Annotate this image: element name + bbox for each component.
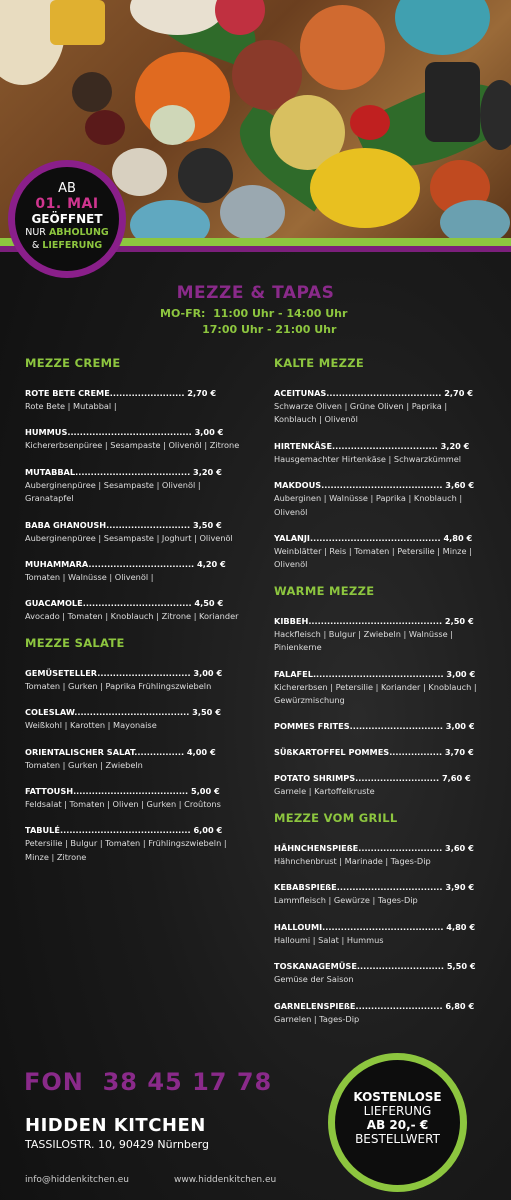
badge-delivery: & LIEFERUNG xyxy=(31,240,103,251)
item-description: Tomaten | Walnüsse | Olivenöl | xyxy=(25,572,154,583)
delivery-line1: KOSTENLOSE xyxy=(353,1090,442,1104)
category-heading: MEZZE VOM GRILL xyxy=(274,810,398,825)
opening-badge xyxy=(8,160,126,278)
menu-item xyxy=(25,557,243,584)
item-name-price: MUTABBAL..................................... 3,20 € xyxy=(25,466,222,477)
badge-line1: AB xyxy=(58,181,76,196)
menu-item xyxy=(25,596,243,623)
menu-item xyxy=(25,745,243,772)
menu-item xyxy=(274,999,492,1026)
menu-item xyxy=(274,880,492,907)
item-name-price: TABULÉ.......................................... 6,00 € xyxy=(25,825,223,836)
menu-item xyxy=(274,478,492,519)
item-name-price: BABA GHANOUSH........................... 3,50 € xyxy=(25,519,222,530)
item-description: Auberginenpüree | Sesampaste | Olivenöl | Granatapfel xyxy=(25,479,201,504)
hours-line2: 17:00 Uhr - 21:00 Uhr xyxy=(160,323,337,336)
item-name-price: ORIENTALISCHER SALAT................ 4,00 € xyxy=(25,746,216,757)
email-link[interactable]: info@hiddenkitchen.eu xyxy=(25,1175,129,1185)
item-name-price: HIRTENKÄSE.................................. 3,20 € xyxy=(274,440,470,451)
website-link[interactable]: www.hiddenkitchen.eu xyxy=(174,1175,277,1185)
menu-item xyxy=(274,719,492,733)
badge-date: 01. MAI xyxy=(35,196,99,212)
phone-number: FON 38 45 17 78 xyxy=(24,1068,273,1096)
menu-item xyxy=(274,745,492,759)
item-description: Gemüse der Saison xyxy=(274,974,354,985)
menu-item xyxy=(25,666,243,693)
item-description: Hausgemachter Hirtenkäse | Schwarzkümmel xyxy=(274,453,462,464)
menu-item xyxy=(25,823,243,864)
item-name-price: POTATO SHRIMPS........................... 7,60 € xyxy=(274,773,471,784)
menu-column-left xyxy=(25,356,243,876)
category-heading: MEZZE SALATE xyxy=(25,635,125,650)
item-name-price: ROTE BETE CREME........................ 2,70 € xyxy=(25,388,217,398)
item-description: Garnele | Kartoffelkruste xyxy=(274,786,375,797)
item-description: Feldsalat | Tomaten | Oliven | Gurken | Croûtons xyxy=(25,799,221,810)
item-name-price: COLESLAW..................................... 3,50 € xyxy=(25,707,221,718)
item-description: Kichererbsen | Petersilie | Koriander | Knoblauch | Gewürzmischung xyxy=(274,681,477,706)
item-description: Rote Bete | Mutabbal | xyxy=(25,401,117,411)
menu-item xyxy=(274,959,492,986)
menu-item xyxy=(274,439,492,466)
item-description: Avocado | Tomaten | Knoblauch | Zitrone | Koriander xyxy=(25,611,239,622)
item-name-price: KIBBEH........................................... 2,50 € xyxy=(274,615,474,626)
menu-item xyxy=(274,771,492,798)
item-description: Auberginenpüree | Sesampaste | Joghurt | Olivenöl xyxy=(25,532,233,543)
menu-item xyxy=(25,705,243,732)
item-description: Tomaten | Gurken | Zwiebeln xyxy=(25,759,143,770)
item-description: Hähnchenbrust | Marinade | Tages-Dip xyxy=(274,855,431,866)
item-name-price: HALLOUMI....................................... 4,80 € xyxy=(274,921,476,932)
item-description: Schwarze Oliven | Grüne Oliven | Paprika | Konblauch | Olivenöl xyxy=(274,401,448,425)
item-name-price: FATTOUSH..................................... 5,00 € xyxy=(25,786,220,797)
item-description: Petersilie | Bulgur | Tomaten | Frühlingszwiebeln | Minze | Zitrone xyxy=(25,838,227,862)
menu-item xyxy=(274,614,492,655)
category-heading: KALTE MEZZE xyxy=(274,356,365,370)
menu-item xyxy=(274,920,492,947)
item-name-price: ACEITUNAS..................................... 2,70 € xyxy=(274,388,473,398)
item-name-price: GEMÜSETELLER.............................. 3,00 € xyxy=(25,667,223,678)
hours-line1: MO-FR: 11:00 Uhr - 14:00 Uhr xyxy=(160,307,348,320)
category-heading: MEZZE CREME xyxy=(25,356,121,370)
item-name-price: HUMMUS........................................ 3,00 € xyxy=(25,427,224,438)
menu-item xyxy=(274,531,492,572)
item-description: Weißkohl | Karotten | Mayonaise xyxy=(25,720,157,731)
menu-item xyxy=(25,784,243,811)
opening-hours xyxy=(160,306,347,338)
item-name-price: MAKDOUS....................................... 3,60 € xyxy=(274,480,475,491)
item-name-price: GARNELENSPIEßE............................ 6,80 € xyxy=(274,1000,475,1011)
menu-item xyxy=(25,425,243,452)
menu-item xyxy=(274,386,492,427)
menu-item xyxy=(274,841,492,868)
item-name-price: YALANJI.......................................... 4,80 € xyxy=(274,533,473,544)
menu-title: MEZZE & TAPAS xyxy=(176,283,335,303)
badge-open: GEÖFFNET xyxy=(31,212,103,226)
address: TASSILOSTR. 10, 90429 Nürnberg xyxy=(25,1138,209,1151)
item-name-price: FALAFEL.......................................... 3,00 € xyxy=(274,668,476,679)
free-delivery-badge xyxy=(328,1053,467,1192)
item-description: Halloumi | Salat | Hummus xyxy=(274,934,384,945)
menu-item xyxy=(25,518,243,545)
delivery-line3: AB 20,- € xyxy=(366,1118,429,1132)
menu-item xyxy=(274,667,492,708)
category-heading: WARME MEZZE xyxy=(274,583,375,598)
delivery-line2: LIEFERUNG xyxy=(363,1104,432,1118)
item-name-price: MUHAMMARA.................................. 4,20 € xyxy=(25,559,226,570)
item-name-price: KEBABSPIEßE.................................. 3,90 € xyxy=(274,882,475,893)
item-description: Tomaten | Gurken | Paprika Frühlingszwiebeln xyxy=(25,680,212,691)
menu-item xyxy=(25,386,243,413)
item-description: Weinblätter | Reis | Tomaten | Petersilie | Minze | Olivenöl xyxy=(274,546,472,570)
menu-item xyxy=(25,465,243,506)
brand-name: HIDDEN KITCHEN xyxy=(25,1115,206,1136)
menu-column-right xyxy=(274,356,492,1038)
item-description: Hackfleisch | Bulgur | Zwiebeln | Walnüsse | Pinienkerne xyxy=(274,628,454,653)
item-name-price: POMMES FRITES.............................. 3,00 € xyxy=(274,721,475,732)
badge-pickup: NUR ABHOLUNG xyxy=(25,227,109,238)
item-description: Kichererbsenpüree | Sesampaste | Olivenöl | Zitrone xyxy=(25,440,240,451)
item-description: Auberginen | Walnüsse | Paprika | Knoblauch | Olivenöl xyxy=(274,493,463,517)
delivery-line4: BESTELLWERT xyxy=(355,1132,440,1146)
item-description: Lammfleisch | Gewürze | Tages-Dip xyxy=(274,895,418,906)
item-name-price: GUACAMOLE................................... 4,50 € xyxy=(25,598,224,609)
item-name-price: HÄHNCHENSPIEßE........................... 3,60 € xyxy=(274,842,474,853)
item-name-price: TOSKANAGEMÜSE............................ 5,50 € xyxy=(274,961,476,972)
item-name-price: SÜßKARTOFFEL POMMES................. 3,70 € xyxy=(274,747,474,758)
item-description: Garnelen | Tages-Dip xyxy=(274,1013,360,1024)
